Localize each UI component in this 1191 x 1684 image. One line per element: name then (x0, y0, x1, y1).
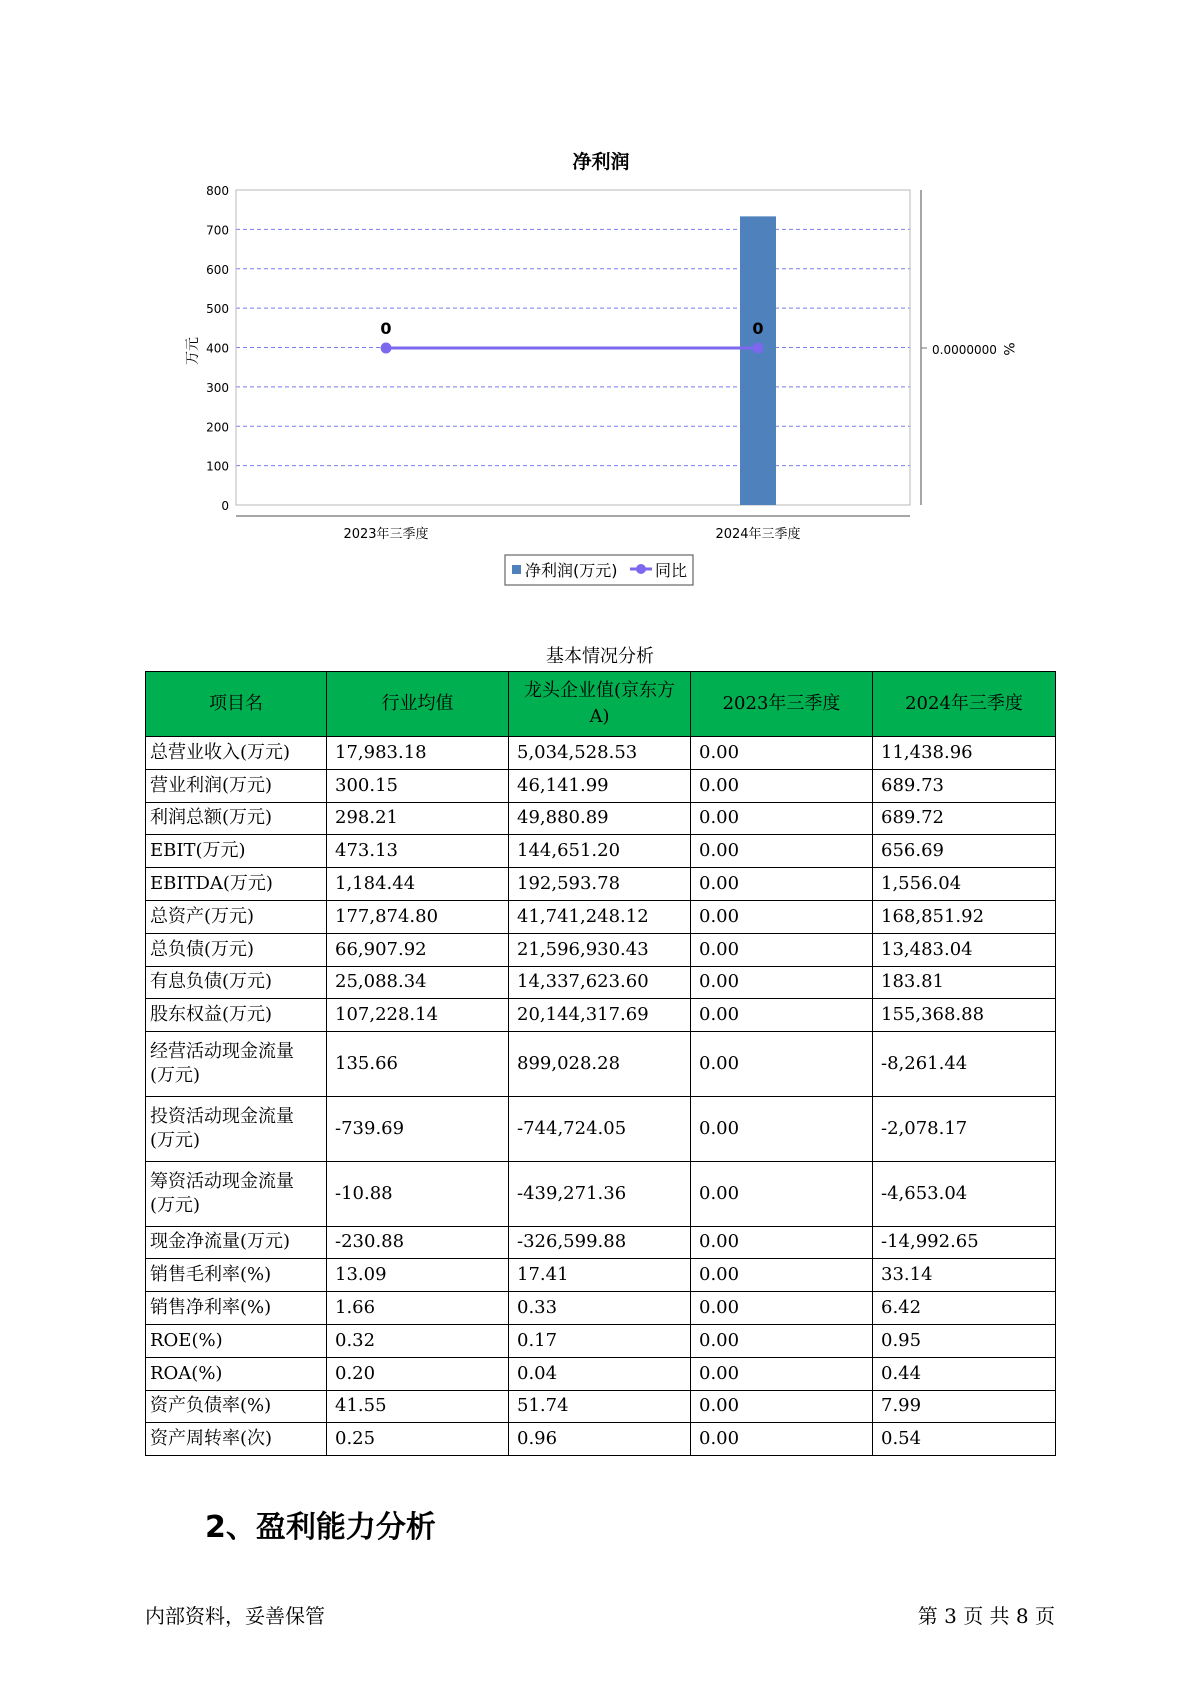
y-tick-label: 500 (206, 302, 229, 317)
table-row (146, 835, 1056, 868)
table-row (146, 1357, 1056, 1390)
table-row (146, 868, 1056, 901)
cell-value: 13,483.04 (873, 933, 1056, 966)
line-series (380, 319, 763, 354)
cell-value: 473.13 (327, 835, 509, 868)
cell-value: 0.00 (691, 835, 873, 868)
cell-value: 17.41 (509, 1259, 691, 1292)
table-row (146, 1324, 1056, 1357)
cell-value: 5,034,528.53 (509, 737, 691, 770)
cell-value: -739.69 (327, 1096, 509, 1161)
section-title: 2、盈利能力分析 (205, 1510, 436, 1545)
table-row (146, 1259, 1056, 1292)
row-label: 营业利润(万元) (146, 769, 327, 802)
table-header-row (146, 672, 1056, 737)
net-profit-chart (0, 0, 1191, 600)
y-tick-label: 700 (206, 223, 229, 238)
table-caption: 基本情况分析 (546, 646, 654, 667)
cell-value: 25,088.34 (327, 966, 509, 999)
cell-value: 0.95 (873, 1324, 1056, 1357)
header-industry-average: 行业均值 (327, 672, 509, 737)
y2-axis-tick-label: 0.0000000 (932, 343, 997, 357)
yoy-data-label: 0 (752, 319, 764, 338)
header-leader-value: 龙头企业值(京东方A) (509, 672, 691, 737)
cell-value: 135.66 (327, 1032, 509, 1097)
cell-value: -2,078.17 (873, 1096, 1056, 1161)
cell-value: 0.32 (327, 1324, 509, 1357)
row-label: 现金净流量(万元) (146, 1226, 327, 1259)
cell-value: 0.00 (691, 1390, 873, 1423)
row-label: 筹资活动现金流量(万元) (146, 1161, 327, 1226)
cell-value: 689.72 (873, 802, 1056, 835)
cell-value: 0.00 (691, 1032, 873, 1097)
cell-value: 177,874.80 (327, 900, 509, 933)
cell-value: 0.00 (691, 1292, 873, 1325)
cell-value: 0.96 (509, 1423, 691, 1456)
yoy-data-label: 0 (380, 319, 392, 338)
cell-value: -230.88 (327, 1226, 509, 1259)
cell-value: 689.73 (873, 769, 1056, 802)
cell-value: 1.66 (327, 1292, 509, 1325)
cell-value: 17,983.18 (327, 737, 509, 770)
y-tick-label: 300 (206, 380, 229, 395)
header-2023q3: 2023年三季度 (691, 672, 873, 737)
cell-value: -10.88 (327, 1161, 509, 1226)
row-label: 投资活动现金流量(万元) (146, 1096, 327, 1161)
cell-value: 1,556.04 (873, 868, 1056, 901)
table-row (146, 1423, 1056, 1456)
cell-value: 33.14 (873, 1259, 1056, 1292)
legend-bar-label: 净利润(万元) (525, 561, 618, 580)
legend-line-label: 同比 (655, 561, 688, 580)
cell-value: 6.42 (873, 1292, 1056, 1325)
cell-value: 0.00 (691, 1259, 873, 1292)
cell-value: 1,184.44 (327, 868, 509, 901)
x-tick-label: 2024年三季度 (715, 527, 801, 542)
y-tick-label: 0 (221, 499, 229, 513)
cell-value: 49,880.89 (509, 802, 691, 835)
cell-value: 13.09 (327, 1259, 509, 1292)
table-row (146, 1390, 1056, 1423)
bar-2024年三季度 (740, 216, 776, 505)
y-axis-ticks (206, 184, 229, 513)
chart-title: 净利润 (572, 151, 630, 173)
chart-canvas (0, 0, 1191, 600)
row-label: 总营业收入(万元) (146, 737, 327, 770)
y-tick-label: 600 (206, 262, 229, 277)
y-axis-label: 万元 (185, 337, 201, 365)
cell-value: 0.00 (691, 966, 873, 999)
footer-page-number: 第 3 页 共 8 页 (917, 1604, 1055, 1628)
cell-value: 168,851.92 (873, 900, 1056, 933)
row-label: 经营活动现金流量(万元) (146, 1032, 327, 1097)
cell-value: -744,724.05 (509, 1096, 691, 1161)
cell-value: 155,368.88 (873, 999, 1056, 1032)
cell-value: 11,438.96 (873, 737, 1056, 770)
cell-value: 192,593.78 (509, 868, 691, 901)
cell-value: 0.00 (691, 1423, 873, 1456)
cell-value: 0.00 (691, 999, 873, 1032)
cell-value: 0.44 (873, 1357, 1056, 1390)
x-axis-ticks (343, 526, 800, 542)
cell-value: 656.69 (873, 835, 1056, 868)
row-label: 股东权益(万元) (146, 999, 327, 1032)
cell-value: 144,651.20 (509, 835, 691, 868)
table-row (146, 1161, 1056, 1226)
table-row (146, 900, 1056, 933)
cell-value: 0.00 (691, 1096, 873, 1161)
cell-value: 51.74 (509, 1390, 691, 1423)
cell-value: 14,337,623.60 (509, 966, 691, 999)
table-row (146, 737, 1056, 770)
cell-value: 0.54 (873, 1423, 1056, 1456)
y-tick-label: 400 (206, 341, 229, 356)
cell-value: -14,992.65 (873, 1226, 1056, 1259)
cell-value: 41.55 (327, 1390, 509, 1423)
cell-value: 0.04 (509, 1357, 691, 1390)
row-label: 利润总额(万元) (146, 802, 327, 835)
cell-value: 0.00 (691, 1357, 873, 1390)
header-item-name: 项目名 (146, 672, 327, 737)
cell-value: 66,907.92 (327, 933, 509, 966)
header-2024q3: 2024年三季度 (873, 672, 1056, 737)
cell-value: 46,141.99 (509, 769, 691, 802)
row-label: EBIT(万元) (146, 835, 327, 868)
cell-value: 0.25 (327, 1423, 509, 1456)
x-tick-label: 2023年三季度 (343, 527, 429, 542)
cell-value: 0.00 (691, 1226, 873, 1259)
basic-analysis-table (145, 671, 1056, 1456)
cell-value: 300.15 (327, 769, 509, 802)
cell-value: 21,596,930.43 (509, 933, 691, 966)
row-label: EBITDA(万元) (146, 868, 327, 901)
chart-axes (236, 190, 927, 516)
bar-series (740, 216, 776, 505)
cell-value: 0.33 (509, 1292, 691, 1325)
cell-value: 41,741,248.12 (509, 900, 691, 933)
cell-value: 0.00 (691, 933, 873, 966)
cell-value: 0.00 (691, 900, 873, 933)
footer-confidential: 内部资料，妥善保管 (145, 1604, 325, 1628)
cell-value: 7.99 (873, 1390, 1056, 1423)
cell-value: 899,028.28 (509, 1032, 691, 1097)
chart-gridlines (236, 190, 910, 466)
table-row (146, 933, 1056, 966)
table-row (146, 1226, 1056, 1259)
table-row (146, 769, 1056, 802)
cell-value: 0.00 (691, 737, 873, 770)
row-label: ROA(%) (146, 1357, 327, 1390)
cell-value: 0.00 (691, 868, 873, 901)
y-tick-label: 800 (206, 184, 229, 198)
legend-line-marker (636, 564, 646, 574)
cell-value: 107,228.14 (327, 999, 509, 1032)
yoy-point (381, 343, 392, 354)
table-row (146, 1032, 1056, 1097)
cell-value: 20,144,317.69 (509, 999, 691, 1032)
chart-legend (505, 555, 693, 585)
table-row (146, 1292, 1056, 1325)
cell-value: 0.00 (691, 769, 873, 802)
cell-value: 0.00 (691, 1161, 873, 1226)
table-row (146, 999, 1056, 1032)
yoy-point (753, 343, 764, 354)
cell-value: 298.21 (327, 802, 509, 835)
y2-axis-label: % (1000, 342, 1016, 356)
cell-value: 183.81 (873, 966, 1056, 999)
row-label: 总负债(万元) (146, 933, 327, 966)
row-label: 销售净利率(%) (146, 1292, 327, 1325)
row-label: 总资产(万元) (146, 900, 327, 933)
row-label: 资产负债率(%) (146, 1390, 327, 1423)
cell-value: 0.00 (691, 1324, 873, 1357)
cell-value: 0.20 (327, 1357, 509, 1390)
cell-value: 0.17 (509, 1324, 691, 1357)
y-tick-label: 100 (206, 459, 229, 474)
row-label: 销售毛利率(%) (146, 1259, 327, 1292)
table-row (146, 1096, 1056, 1161)
cell-value: -326,599.88 (509, 1226, 691, 1259)
y-tick-label: 200 (206, 420, 229, 435)
cell-value: -439,271.36 (509, 1161, 691, 1226)
row-label: ROE(%) (146, 1324, 327, 1357)
table-row (146, 802, 1056, 835)
row-label: 资产周转率(次) (146, 1423, 327, 1456)
cell-value: -8,261.44 (873, 1032, 1056, 1097)
table-row (146, 966, 1056, 999)
row-label: 有息负债(万元) (146, 966, 327, 999)
cell-value: 0.00 (691, 802, 873, 835)
legend-bar-swatch (512, 565, 521, 574)
cell-value: -4,653.04 (873, 1161, 1056, 1226)
